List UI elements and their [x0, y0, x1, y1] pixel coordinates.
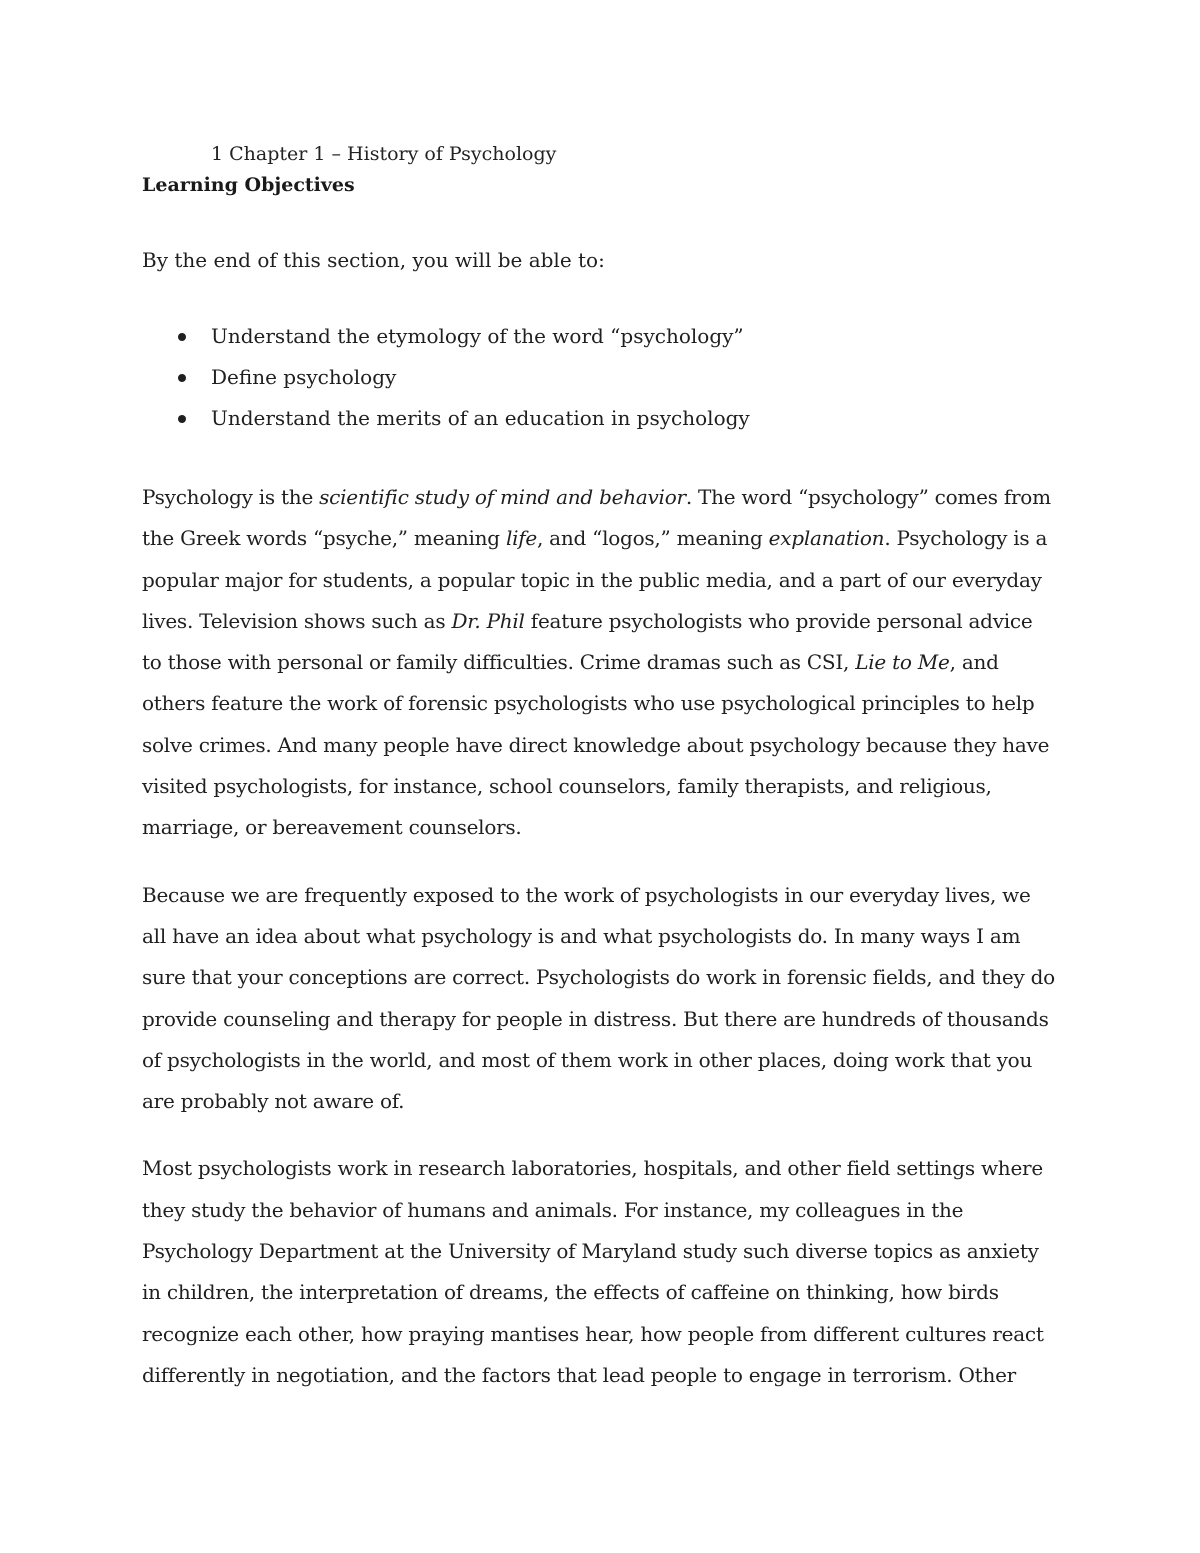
- bullet-icon: [178, 333, 186, 341]
- paragraph-exposure: Because we are frequently exposed to the work of psychologists in our everyday lives, we all have an idea about what psychology is and what psychologists do. In many ways I am sure that your conceptions are correct. Psychologists do work in forensic fields, and they do provide counseling and therapy for people in distress. But there are hundreds of thousands of psychologists in the world, and most of them work in other places, doing work that you are probably not aware of.: [142, 882, 1055, 1114]
- intro-text: By the end of this section, you will be able to:: [142, 248, 605, 272]
- bullet-icon: [178, 374, 186, 382]
- objectives-list: [142, 316, 1058, 439]
- paragraph-text: . The word “psychology” comes from the Greek words “psyche,” meaning: [142, 485, 1051, 551]
- paragraph-text: Psychology is the: [142, 485, 320, 509]
- paragraph-text: , and “logos,” meaning: [536, 526, 769, 551]
- objective-text: Understand the etymology of the word “psychology”: [211, 324, 744, 348]
- paragraph-text: . Psychology is a popular major for students, a popular topic in the public media, and a part of our everyday lives. Television shows such as: [142, 526, 1048, 633]
- list-item: [142, 357, 1058, 398]
- emphasis-text: explanation: [768, 526, 885, 551]
- emphasis-text: life: [505, 526, 537, 551]
- paragraph-text: feature psychologists who provide personal advice to those with personal or family difficulties. Crime dramas such as CSI,: [142, 608, 1033, 675]
- chapter-heading: 1 Chapter 1 – History of Psychology: [211, 143, 557, 165]
- paragraph-definition: [142, 477, 1058, 849]
- objective-text: Understand the merits of an education in psychology: [211, 406, 750, 430]
- list-item: [142, 316, 1058, 357]
- objective-text: Define psychology: [211, 365, 397, 389]
- paragraph-text: , and others feature the work of forensic psychologists who use psychological principles to help solve crimes. And many people have direct knowledge about psychology because they have visited psychologists, for instance, school counselors, family therapists, and religious, marriage, or bereavement counselors.: [142, 650, 1050, 840]
- paragraph-research: Most psychologists work in research laboratories, hospitals, and other field settings where they study the behavior of humans and animals. For instance, my colleagues in the Psychology Department at the University of Maryland study such diverse topics as anxiety in children, the interpretation of dreams, the effects of caffeine on thinking, how birds recognize each other, how praying mantises hear, how people from different cultures react differently in negotiation, and the factors that lead people to engage in terrorism. Other: [142, 1156, 1044, 1387]
- emphasis-text: Dr. Phil: [451, 608, 525, 633]
- list-item: [142, 398, 1058, 439]
- bullet-icon: [178, 415, 186, 423]
- document-page: [142, 138, 1058, 1396]
- emphasis-text: Lie to Me: [855, 650, 950, 675]
- emphasis-text: scientific study of mind and behavior: [319, 485, 686, 509]
- section-heading: Learning Objectives: [142, 174, 355, 196]
